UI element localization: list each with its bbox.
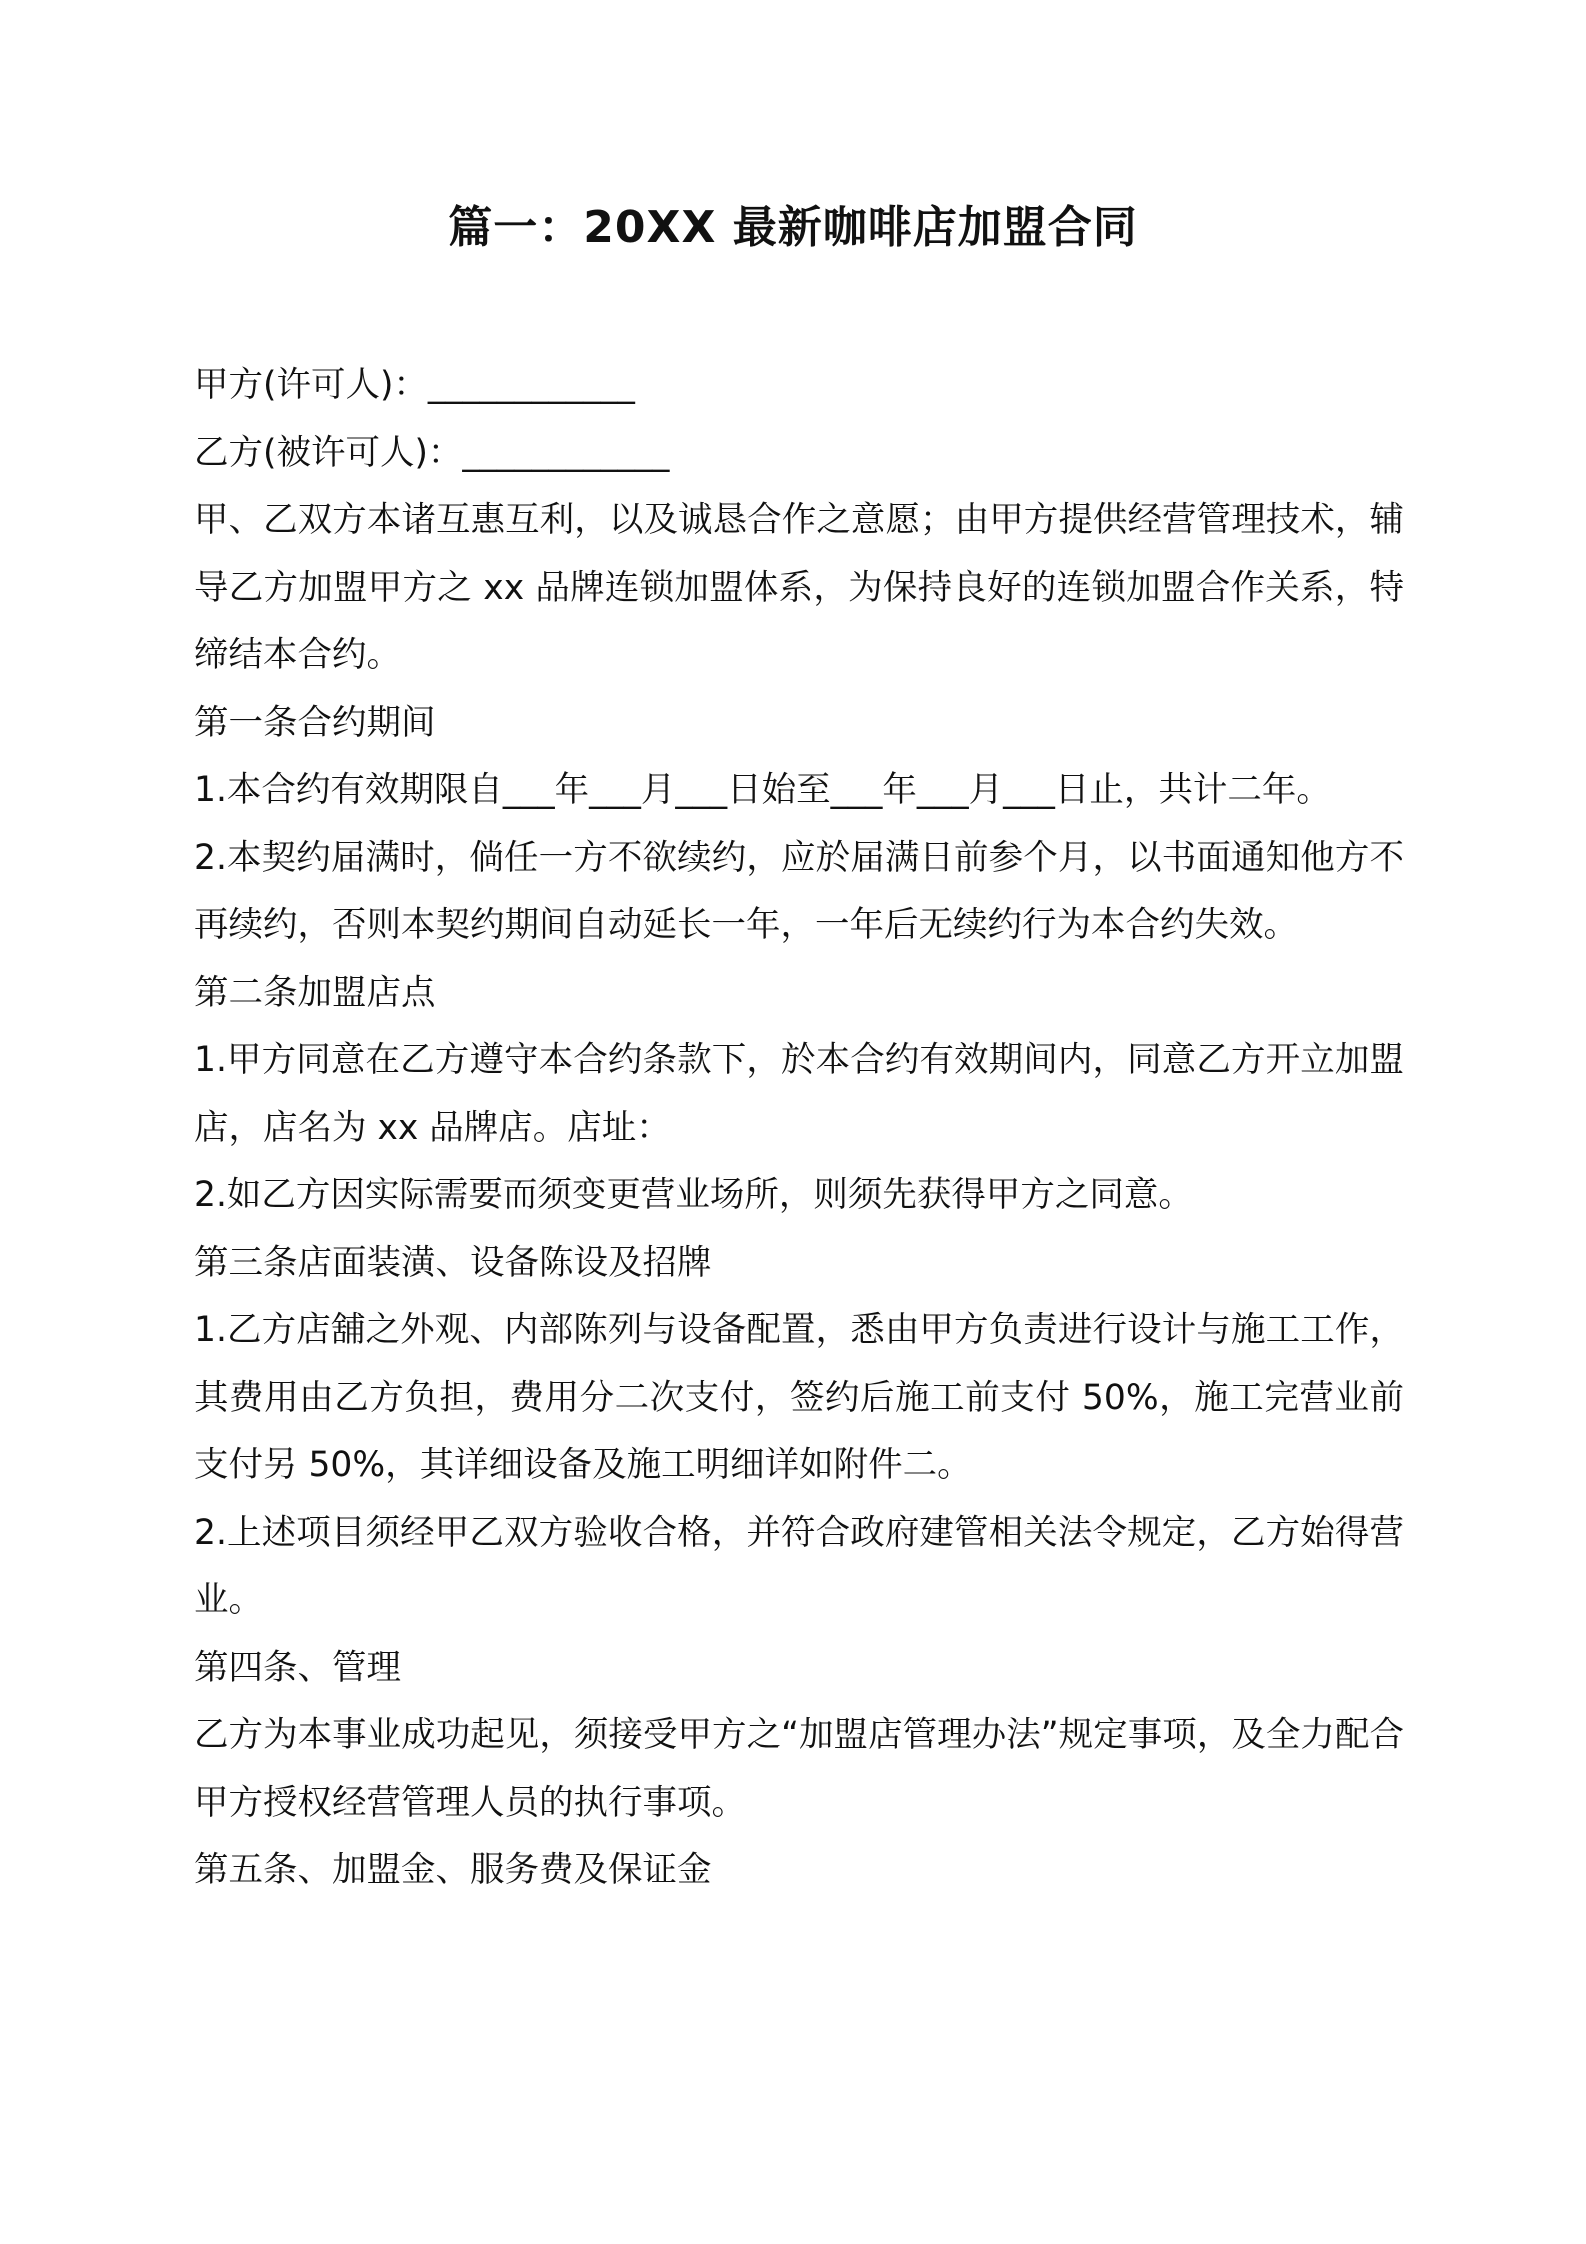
party-a-line: 甲方(许可人)：____________ — [194, 365, 635, 405]
document-title: 篇一：20XX 最新咖啡店加盟合同 — [448, 202, 1138, 253]
article-3-clause-1: 1.乙方店舖之外观、内部陈列与设备配置，悉由甲方负责进行设计与施工工作，其费用由乙方负担，费用分二次支付，签约后施工前支付 50%，施工完营业前支付另 50%，其详细设备及施工明细详如附件二。 — [194, 1310, 1404, 1485]
article-2-clause-2: 2.如乙方因实际需要而须变更营业场所，则须先获得甲方之同意。 — [194, 1175, 1193, 1215]
article-5-heading: 第五条、加盟金、服务费及保证金 — [194, 1850, 712, 1890]
article-1-clause-2: 2.本契约届满时，倘任一方不欲续约，应於届满日前参个月，以书面通知他方不再续约，否则本契约期间自动延长一年，一年后无续约行为本合约失效。 — [194, 837, 1404, 945]
article-4-heading: 第四条、管理 — [194, 1647, 401, 1688]
preamble-paragraph: 甲、乙双方本诸互惠互利，以及诚恳合作之意愿；由甲方提供经营管理技术，辅导乙方加盟甲方之 xx 品牌连锁加盟体系，为保持良好的连锁加盟合作关系，特缔结本合约。 — [194, 500, 1404, 675]
article-2-clause-1: 1.甲方同意在乙方遵守本合约条款下，於本合约有效期间内，同意乙方开立加盟店，店名为 xx 品牌店。店址： — [194, 1040, 1404, 1148]
party-b-line: 乙方(被许可人)：____________ — [194, 432, 670, 473]
document-body — [194, 352, 1404, 1905]
article-1-clause-1: 1.本合约有效期限自___年___月___日始至___年___月___日止，共计二年。 — [194, 770, 1331, 810]
article-3-clause-2: 2.上述项目须经甲乙双方验收合格，并符合政府建管相关法令规定，乙方始得营业。 — [194, 1512, 1404, 1620]
article-2-heading: 第二条加盟店点 — [194, 972, 436, 1013]
article-4-paragraph: 乙方为本事业成功起见，须接受甲方之“加盟店管理办法”规定事项，及全力配合甲方授权经营管理人员的执行事项。 — [194, 1715, 1404, 1823]
article-1-heading: 第一条合约期间 — [194, 702, 436, 743]
article-3-heading: 第三条店面装潢、设备陈设及招牌 — [194, 1242, 712, 1283]
